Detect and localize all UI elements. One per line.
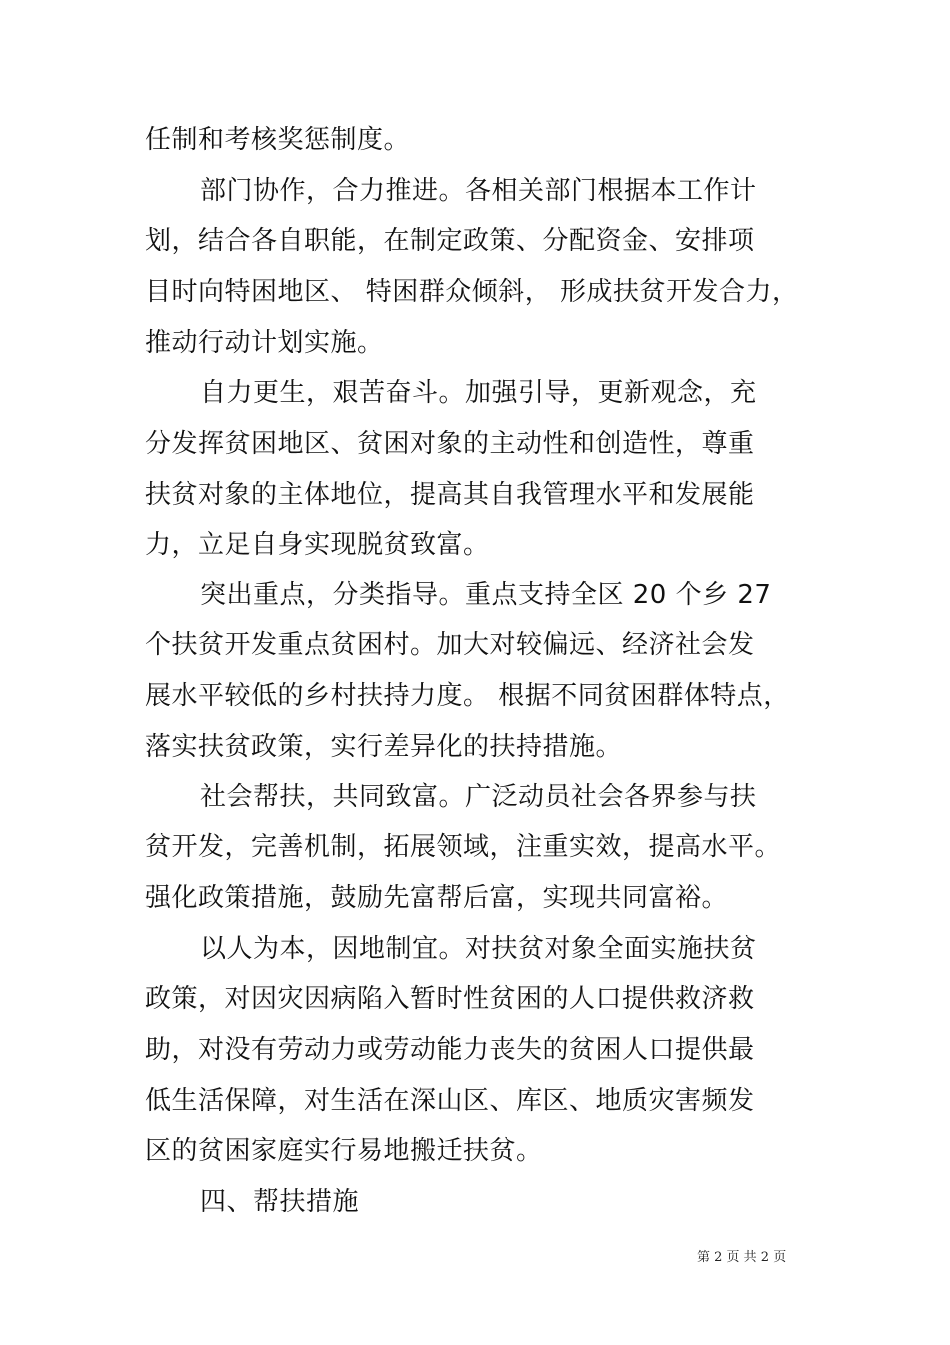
text-line: 低生活保障，对生活在深山区、库区、地质灾害频发 [145, 1086, 755, 1116]
paragraph-start-line: 以人为本，因地制宜。对扶贫对象全面实施扶贫 [200, 934, 757, 964]
text-line: 扶贫对象的主体地位，提高其自我管理水平和发展能 [145, 480, 755, 510]
text-line: 强化政策措施，鼓励先富帮后富，实现共同富裕。 [145, 883, 729, 913]
text-line: 贫开发，完善机制，拓展领域，注重实效，提高水平。 [145, 832, 782, 862]
text-line: 划，结合各自职能，在制定政策、分配资金、安排项 [145, 226, 755, 256]
text-line: 分发挥贫困地区、贫困对象的主动性和创造性，尊重 [145, 429, 755, 459]
text-line: 力，立足自身实现脱贫致富。 [145, 530, 490, 560]
paragraph-start-line: 社会帮扶，共同致富。广泛动员社会各界参与扶 [200, 782, 757, 812]
paragraph-start-line: 自力更生，艰苦奋斗。加强引导，更新观念，充 [200, 378, 757, 408]
text-line: 推动行动计划实施。 [145, 328, 384, 358]
text-line: 政策，对因灾因病陷入暂时性贫困的人口提供救济救 [145, 984, 755, 1014]
page-footer: 第 2 页 共 2 页 [697, 1250, 787, 1265]
text-line: 落实扶贫政策，实行差异化的扶持措施。 [145, 732, 623, 762]
text-line: 展水平较低的乡村扶持力度。 根据不同贫困群体特点， [145, 681, 790, 711]
text-line: 助，对没有劳动力或劳动能力丧失的贫困人口提供最 [145, 1035, 755, 1065]
section-heading: 四、帮扶措施 [200, 1187, 360, 1217]
paragraph-start-line: 突出重点，分类指导。重点支持全区 20 个乡 27 [200, 580, 772, 610]
text-line: 任制和考核奖惩制度。 [145, 125, 411, 155]
text-line: 区的贫困家庭实行易地搬迁扶贫。 [145, 1136, 543, 1166]
text-line: 个扶贫开发重点贫困村。加大对较偏远、经济社会发 [145, 630, 755, 660]
text-line: 目时向特困地区、 特困群众倾斜， 形成扶贫开发合力， [145, 277, 799, 307]
paragraph-start-line: 部门协作，合力推进。各相关部门根据本工作计 [200, 176, 757, 206]
